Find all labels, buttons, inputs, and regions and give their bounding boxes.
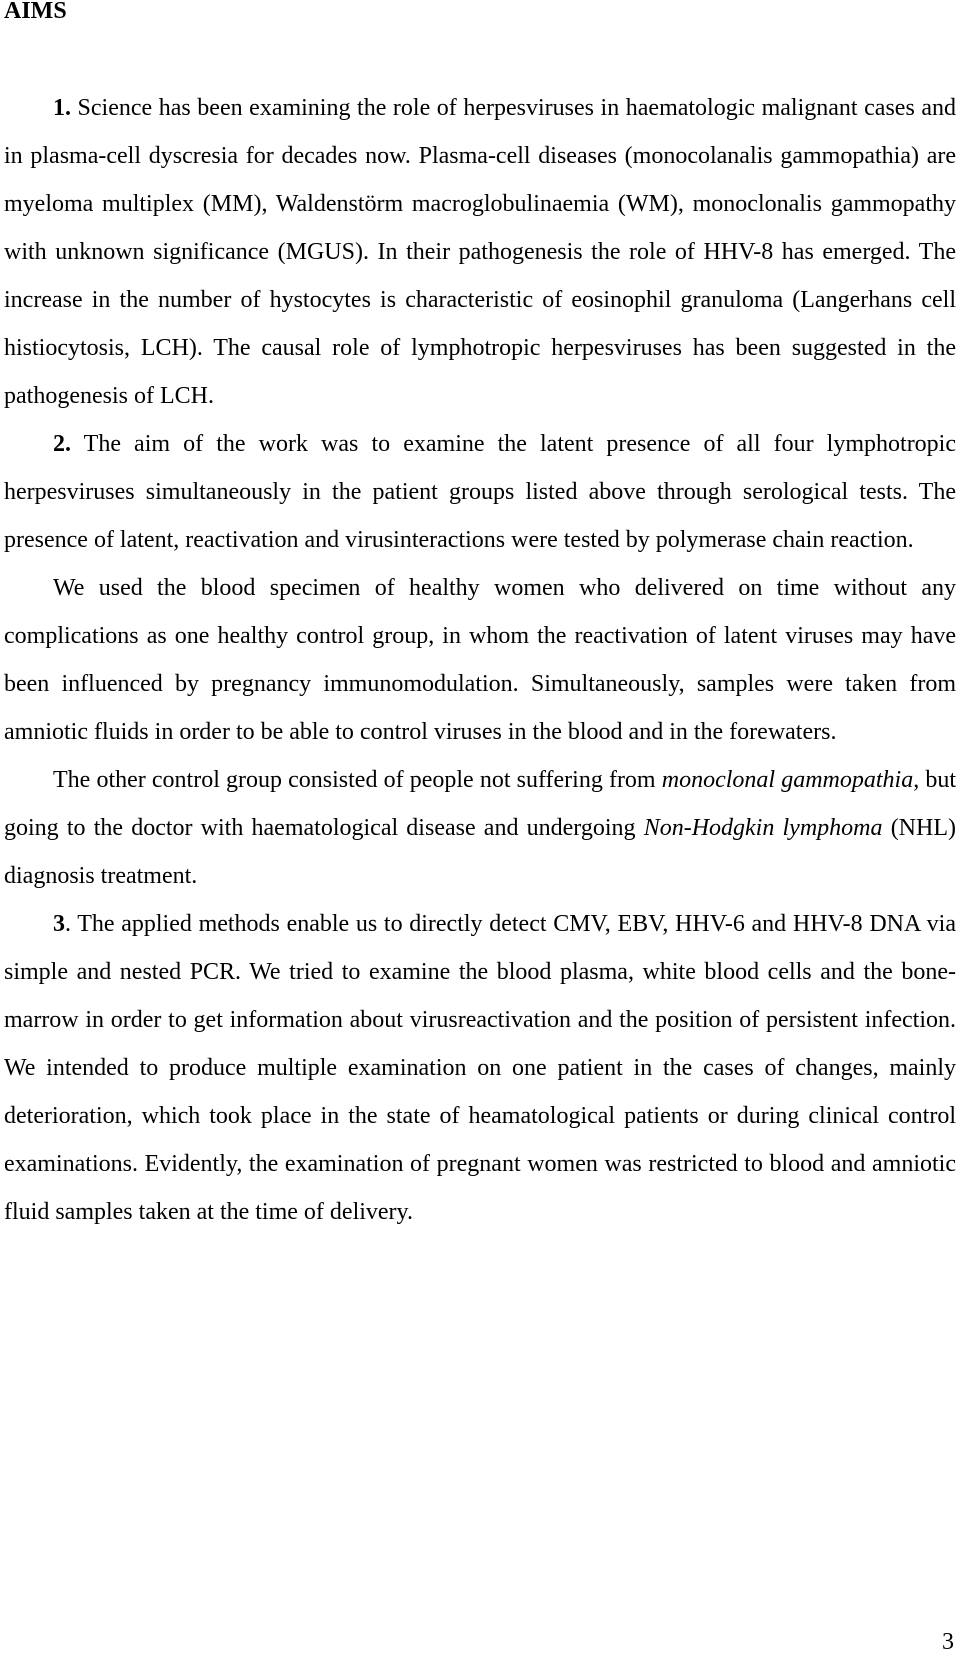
italic-term: monoclonal gammopathia <box>661 767 914 793</box>
paragraph-control-group-1 <box>4 564 956 756</box>
paragraph-text: (NHL) diagnosis treatment. <box>4 815 957 889</box>
paragraph-1 <box>4 84 956 420</box>
paragraph-3 <box>4 900 956 1236</box>
paragraph-text: . The applied methods enable us to directly detect CMV, EBV, HHV-6 and HHV-8 DNA via simple and nested PCR. We tried to examine the blood plasma, white blood cells and the bone-marrow in order to get information about virusreactivation and the position of persistent infection. We intended to produce multiple examination on one patient in the cases of changes, mainly deterioration, which took place in the state of heamatological patients or during clinical control examinations. Evidently, the examination of pregnant women was restricted to blood and amniotic fluid samples taken at the time of delivery. <box>4 911 956 1225</box>
paragraph-number: 2. <box>53 431 71 457</box>
paragraph-text: Science has been examining the role of herpesviruses in haematologic malignant cases and in plasma-cell dyscresia for decades now. Plasma-cell diseases (monocolanalis gammopathia) are myeloma multiplex (MM), Waldenstörm macroglobulinaemia (WM), monoclonalis gammopathy with unknown significance (MGUS). In their pathogenesis the role of HHV-8 has emerged. The increase in the number of hystocytes is characteristic of eosinophil granuloma (Langerhans cell histiocytosis, LCH). The causal role of lymphotropic herpesviruses has been suggested in the pathogenesis of LCH. <box>4 95 956 409</box>
paragraph-number: 3 <box>53 911 65 937</box>
paragraph-number: 1. <box>53 95 71 121</box>
paragraph-2 <box>4 420 956 564</box>
document-body <box>4 84 956 1236</box>
paragraph-text: , but going to the doctor with haematological disease and undergoing <box>4 767 956 841</box>
section-heading: AIMS <box>4 0 67 24</box>
paragraph-text: The other control group consisted of people not suffering from <box>53 767 662 793</box>
paragraph-control-group-2 <box>4 756 956 900</box>
paragraph-text: The aim of the work was to examine the latent presence of all four lymphotropic herpesviruses simultaneously in the patient groups listed above through serological tests. The presence of latent, reactivation and virusinteractions were tested by polymerase chain reaction. <box>4 431 956 553</box>
page-number: 3 <box>942 1629 954 1655</box>
italic-term: Non-Hodgkin lymphoma <box>643 815 883 841</box>
paragraph-text: We used the blood specimen of healthy women who delivered on time without any complications as one healthy control group, in whom the reactivation of latent viruses may have been influenced by pregnancy immunomodulation. Simultaneously, samples were taken from amniotic fluids in order to be able to control viruses in the blood and in the forewaters. <box>4 575 956 745</box>
